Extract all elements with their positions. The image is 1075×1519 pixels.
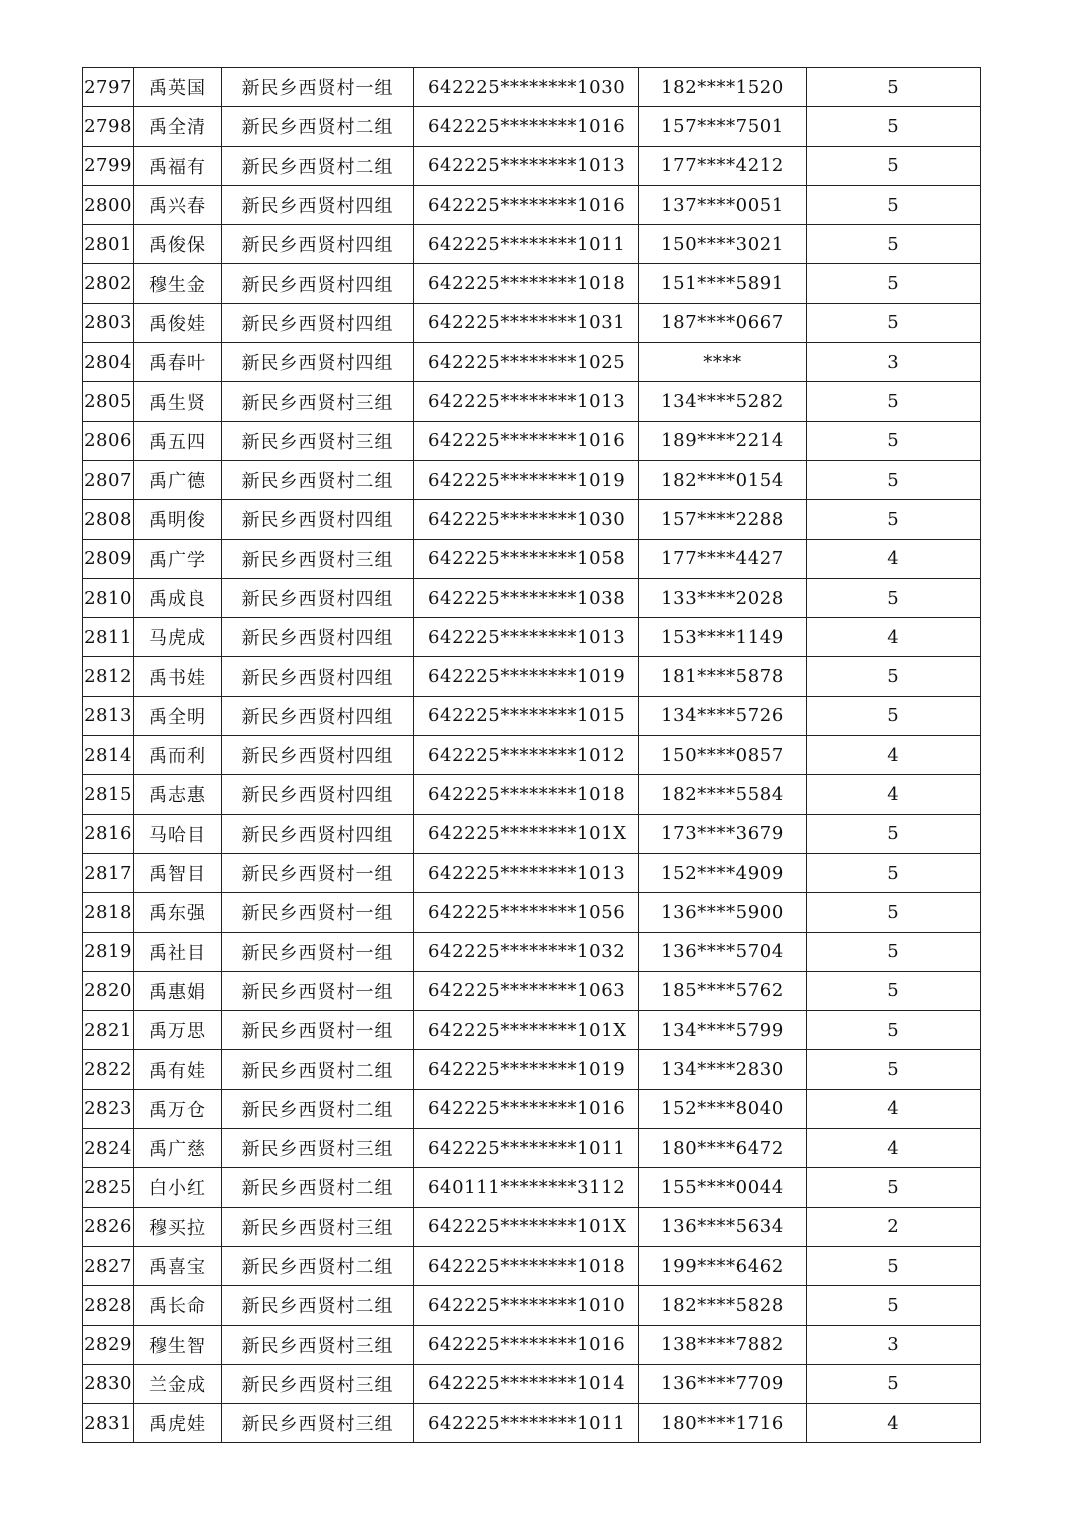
household-count-cell: 5 xyxy=(807,382,981,421)
name-cell: 禹明俊 xyxy=(134,500,222,539)
id-number-cell: 642225********1025 xyxy=(414,343,639,382)
name-cell: 禹成良 xyxy=(134,578,222,617)
phone-cell: 182****5584 xyxy=(639,775,807,814)
table-row xyxy=(83,1404,981,1443)
household-count-cell: 5 xyxy=(807,68,981,107)
table-row xyxy=(83,932,981,971)
roster-body xyxy=(83,68,981,1443)
table-row xyxy=(83,1168,981,1207)
id-number-cell: 642225********1016 xyxy=(414,1089,639,1128)
id-number-cell: 642225********1018 xyxy=(414,264,639,303)
id-number-cell: 642225********1016 xyxy=(414,107,639,146)
id-number-cell: 642225********101X xyxy=(414,1207,639,1246)
phone-cell: 185****5762 xyxy=(639,971,807,1010)
address-cell: 新民乡西贤村一组 xyxy=(222,971,414,1010)
phone-cell: 157****7501 xyxy=(639,107,807,146)
name-cell: 禹广德 xyxy=(134,460,222,499)
table-row xyxy=(83,1364,981,1403)
name-cell: 禹喜宝 xyxy=(134,1246,222,1285)
household-count-cell: 5 xyxy=(807,185,981,224)
id-number-cell: 642225********1030 xyxy=(414,500,639,539)
household-count-cell: 5 xyxy=(807,421,981,460)
serial-number-cell: 2808 xyxy=(83,500,134,539)
name-cell: 禹春叶 xyxy=(134,343,222,382)
household-count-cell: 4 xyxy=(807,1404,981,1443)
household-count-cell: 4 xyxy=(807,618,981,657)
address-cell: 新民乡西贤村四组 xyxy=(222,303,414,342)
household-count-cell: 5 xyxy=(807,1050,981,1089)
phone-cell: 150****3021 xyxy=(639,225,807,264)
id-number-cell: 642225********1032 xyxy=(414,932,639,971)
phone-cell: 182****5828 xyxy=(639,1286,807,1325)
serial-number-cell: 2821 xyxy=(83,1011,134,1050)
name-cell: 禹而利 xyxy=(134,736,222,775)
name-cell: 马哈目 xyxy=(134,814,222,853)
household-count-cell: 5 xyxy=(807,460,981,499)
serial-number-cell: 2819 xyxy=(83,932,134,971)
address-cell: 新民乡西贤村四组 xyxy=(222,775,414,814)
address-cell: 新民乡西贤村四组 xyxy=(222,814,414,853)
serial-number-cell: 2798 xyxy=(83,107,134,146)
name-cell: 禹兴春 xyxy=(134,185,222,224)
household-count-cell: 4 xyxy=(807,539,981,578)
table-row xyxy=(83,146,981,185)
address-cell: 新民乡西贤村四组 xyxy=(222,736,414,775)
address-cell: 新民乡西贤村二组 xyxy=(222,146,414,185)
name-cell: 禹五四 xyxy=(134,421,222,460)
name-cell: 禹俊保 xyxy=(134,225,222,264)
name-cell: 禹福有 xyxy=(134,146,222,185)
serial-number-cell: 2811 xyxy=(83,618,134,657)
address-cell: 新民乡西贤村三组 xyxy=(222,1129,414,1168)
table-row xyxy=(83,893,981,932)
id-number-cell: 642225********1013 xyxy=(414,382,639,421)
name-cell: 穆生智 xyxy=(134,1325,222,1364)
id-number-cell: 642225********1063 xyxy=(414,971,639,1010)
table-row xyxy=(83,736,981,775)
address-cell: 新民乡西贤村三组 xyxy=(222,382,414,421)
table-row xyxy=(83,1325,981,1364)
serial-number-cell: 2809 xyxy=(83,539,134,578)
table-row xyxy=(83,775,981,814)
household-count-cell: 5 xyxy=(807,146,981,185)
address-cell: 新民乡西贤村四组 xyxy=(222,264,414,303)
phone-cell: 187****0667 xyxy=(639,303,807,342)
table-row xyxy=(83,1011,981,1050)
household-count-cell: 5 xyxy=(807,657,981,696)
phone-cell: 155****0044 xyxy=(639,1168,807,1207)
address-cell: 新民乡西贤村三组 xyxy=(222,1207,414,1246)
household-count-cell: 5 xyxy=(807,578,981,617)
table-row xyxy=(83,853,981,892)
name-cell: 禹书娃 xyxy=(134,657,222,696)
table-row xyxy=(83,185,981,224)
phone-cell: 138****7882 xyxy=(639,1325,807,1364)
id-number-cell: 642225********1056 xyxy=(414,893,639,932)
name-cell: 白小红 xyxy=(134,1168,222,1207)
household-count-cell: 5 xyxy=(807,1364,981,1403)
id-number-cell: 642225********101X xyxy=(414,1011,639,1050)
household-count-cell: 5 xyxy=(807,853,981,892)
table-row xyxy=(83,1246,981,1285)
address-cell: 新民乡西贤村二组 xyxy=(222,1089,414,1128)
address-cell: 新民乡西贤村二组 xyxy=(222,107,414,146)
name-cell: 马虎成 xyxy=(134,618,222,657)
phone-cell: 180****6472 xyxy=(639,1129,807,1168)
address-cell: 新民乡西贤村二组 xyxy=(222,460,414,499)
id-number-cell: 642225********1019 xyxy=(414,657,639,696)
id-number-cell: 642225********1058 xyxy=(414,539,639,578)
id-number-cell: 642225********1014 xyxy=(414,1364,639,1403)
phone-cell: 136****5634 xyxy=(639,1207,807,1246)
household-count-cell: 4 xyxy=(807,1129,981,1168)
household-count-cell: 5 xyxy=(807,107,981,146)
household-count-cell: 3 xyxy=(807,343,981,382)
id-number-cell: 642225********1013 xyxy=(414,146,639,185)
serial-number-cell: 2831 xyxy=(83,1404,134,1443)
table-row xyxy=(83,1207,981,1246)
table-row xyxy=(83,578,981,617)
address-cell: 新民乡西贤村三组 xyxy=(222,1364,414,1403)
phone-cell: 181****5878 xyxy=(639,657,807,696)
table-row xyxy=(83,500,981,539)
name-cell: 禹广学 xyxy=(134,539,222,578)
id-number-cell: 642225********1019 xyxy=(414,460,639,499)
serial-number-cell: 2826 xyxy=(83,1207,134,1246)
phone-cell: 152****4909 xyxy=(639,853,807,892)
address-cell: 新民乡西贤村四组 xyxy=(222,618,414,657)
address-cell: 新民乡西贤村四组 xyxy=(222,696,414,735)
serial-number-cell: 2828 xyxy=(83,1286,134,1325)
serial-number-cell: 2803 xyxy=(83,303,134,342)
phone-cell: 136****5704 xyxy=(639,932,807,971)
household-count-cell: 5 xyxy=(807,814,981,853)
serial-number-cell: 2807 xyxy=(83,460,134,499)
serial-number-cell: 2829 xyxy=(83,1325,134,1364)
household-count-cell: 4 xyxy=(807,1089,981,1128)
phone-cell: 136****7709 xyxy=(639,1364,807,1403)
household-count-cell: 4 xyxy=(807,775,981,814)
serial-number-cell: 2825 xyxy=(83,1168,134,1207)
id-number-cell: 642225********1016 xyxy=(414,185,639,224)
phone-cell: 182****1520 xyxy=(639,68,807,107)
serial-number-cell: 2810 xyxy=(83,578,134,617)
name-cell: 禹虎娃 xyxy=(134,1404,222,1443)
household-count-cell: 5 xyxy=(807,1286,981,1325)
serial-number-cell: 2806 xyxy=(83,421,134,460)
phone-cell: 151****5891 xyxy=(639,264,807,303)
id-number-cell: 642225********1031 xyxy=(414,303,639,342)
phone-cell: 199****6462 xyxy=(639,1246,807,1285)
serial-number-cell: 2801 xyxy=(83,225,134,264)
table-row xyxy=(83,1089,981,1128)
serial-number-cell: 2805 xyxy=(83,382,134,421)
address-cell: 新民乡西贤村二组 xyxy=(222,1168,414,1207)
address-cell: 新民乡西贤村四组 xyxy=(222,343,414,382)
address-cell: 新民乡西贤村四组 xyxy=(222,225,414,264)
household-count-cell: 5 xyxy=(807,696,981,735)
serial-number-cell: 2824 xyxy=(83,1129,134,1168)
serial-number-cell: 2813 xyxy=(83,696,134,735)
serial-number-cell: 2830 xyxy=(83,1364,134,1403)
table-row xyxy=(83,382,981,421)
id-number-cell: 642225********101X xyxy=(414,814,639,853)
household-count-cell: 5 xyxy=(807,303,981,342)
phone-cell: 182****0154 xyxy=(639,460,807,499)
household-count-cell: 5 xyxy=(807,500,981,539)
serial-number-cell: 2818 xyxy=(83,893,134,932)
phone-cell: **** xyxy=(639,343,807,382)
household-count-cell: 5 xyxy=(807,225,981,264)
serial-number-cell: 2817 xyxy=(83,853,134,892)
household-roster-table xyxy=(82,67,981,1443)
table-row xyxy=(83,343,981,382)
id-number-cell: 642225********1011 xyxy=(414,1129,639,1168)
address-cell: 新民乡西贤村四组 xyxy=(222,657,414,696)
address-cell: 新民乡西贤村一组 xyxy=(222,68,414,107)
table-row xyxy=(83,303,981,342)
address-cell: 新民乡西贤村三组 xyxy=(222,539,414,578)
name-cell: 穆买拉 xyxy=(134,1207,222,1246)
id-number-cell: 640111********3112 xyxy=(414,1168,639,1207)
phone-cell: 137****0051 xyxy=(639,185,807,224)
id-number-cell: 642225********1016 xyxy=(414,421,639,460)
serial-number-cell: 2820 xyxy=(83,971,134,1010)
address-cell: 新民乡西贤村一组 xyxy=(222,853,414,892)
serial-number-cell: 2802 xyxy=(83,264,134,303)
id-number-cell: 642225********1013 xyxy=(414,618,639,657)
name-cell: 禹惠娟 xyxy=(134,971,222,1010)
table-row xyxy=(83,696,981,735)
household-count-cell: 5 xyxy=(807,264,981,303)
address-cell: 新民乡西贤村三组 xyxy=(222,1404,414,1443)
household-count-cell: 5 xyxy=(807,932,981,971)
table-row xyxy=(83,657,981,696)
address-cell: 新民乡西贤村四组 xyxy=(222,185,414,224)
household-count-cell: 2 xyxy=(807,1207,981,1246)
name-cell: 穆生金 xyxy=(134,264,222,303)
table-row xyxy=(83,421,981,460)
name-cell: 禹志惠 xyxy=(134,775,222,814)
serial-number-cell: 2797 xyxy=(83,68,134,107)
phone-cell: 180****1716 xyxy=(639,1404,807,1443)
serial-number-cell: 2814 xyxy=(83,736,134,775)
phone-cell: 136****5900 xyxy=(639,893,807,932)
name-cell: 禹生贤 xyxy=(134,382,222,421)
id-number-cell: 642225********1010 xyxy=(414,1286,639,1325)
serial-number-cell: 2800 xyxy=(83,185,134,224)
phone-cell: 134****5282 xyxy=(639,382,807,421)
id-number-cell: 642225********1011 xyxy=(414,225,639,264)
name-cell: 禹东强 xyxy=(134,893,222,932)
serial-number-cell: 2812 xyxy=(83,657,134,696)
id-number-cell: 642225********1018 xyxy=(414,1246,639,1285)
id-number-cell: 642225********1038 xyxy=(414,578,639,617)
id-number-cell: 642225********1013 xyxy=(414,853,639,892)
id-number-cell: 642225********1018 xyxy=(414,775,639,814)
table-row xyxy=(83,618,981,657)
phone-cell: 157****2288 xyxy=(639,500,807,539)
table-row xyxy=(83,971,981,1010)
household-count-cell: 4 xyxy=(807,736,981,775)
name-cell: 兰金成 xyxy=(134,1364,222,1403)
address-cell: 新民乡西贤村三组 xyxy=(222,421,414,460)
serial-number-cell: 2816 xyxy=(83,814,134,853)
phone-cell: 152****8040 xyxy=(639,1089,807,1128)
address-cell: 新民乡西贤村四组 xyxy=(222,578,414,617)
phone-cell: 189****2214 xyxy=(639,421,807,460)
table-row xyxy=(83,1129,981,1168)
phone-cell: 177****4427 xyxy=(639,539,807,578)
phone-cell: 134****5799 xyxy=(639,1011,807,1050)
id-number-cell: 642225********1016 xyxy=(414,1325,639,1364)
name-cell: 禹广慈 xyxy=(134,1129,222,1168)
name-cell: 禹社目 xyxy=(134,932,222,971)
serial-number-cell: 2799 xyxy=(83,146,134,185)
name-cell: 禹智目 xyxy=(134,853,222,892)
table-row xyxy=(83,814,981,853)
address-cell: 新民乡西贤村一组 xyxy=(222,932,414,971)
phone-cell: 177****4212 xyxy=(639,146,807,185)
phone-cell: 153****1149 xyxy=(639,618,807,657)
name-cell: 禹万仓 xyxy=(134,1089,222,1128)
id-number-cell: 642225********1019 xyxy=(414,1050,639,1089)
phone-cell: 134****5726 xyxy=(639,696,807,735)
table-row xyxy=(83,460,981,499)
name-cell: 禹有娃 xyxy=(134,1050,222,1089)
table-row xyxy=(83,1286,981,1325)
name-cell: 禹俊娃 xyxy=(134,303,222,342)
address-cell: 新民乡西贤村四组 xyxy=(222,500,414,539)
phone-cell: 173****3679 xyxy=(639,814,807,853)
address-cell: 新民乡西贤村二组 xyxy=(222,1286,414,1325)
serial-number-cell: 2822 xyxy=(83,1050,134,1089)
id-number-cell: 642225********1011 xyxy=(414,1404,639,1443)
household-count-cell: 5 xyxy=(807,971,981,1010)
address-cell: 新民乡西贤村二组 xyxy=(222,1050,414,1089)
table-row xyxy=(83,539,981,578)
serial-number-cell: 2815 xyxy=(83,775,134,814)
household-count-cell: 5 xyxy=(807,1168,981,1207)
household-count-cell: 3 xyxy=(807,1325,981,1364)
name-cell: 禹长命 xyxy=(134,1286,222,1325)
address-cell: 新民乡西贤村三组 xyxy=(222,1325,414,1364)
household-count-cell: 5 xyxy=(807,893,981,932)
phone-cell: 133****2028 xyxy=(639,578,807,617)
table-row xyxy=(83,264,981,303)
address-cell: 新民乡西贤村一组 xyxy=(222,1011,414,1050)
name-cell: 禹万思 xyxy=(134,1011,222,1050)
serial-number-cell: 2823 xyxy=(83,1089,134,1128)
name-cell: 禹英国 xyxy=(134,68,222,107)
household-count-cell: 5 xyxy=(807,1011,981,1050)
address-cell: 新民乡西贤村二组 xyxy=(222,1246,414,1285)
serial-number-cell: 2827 xyxy=(83,1246,134,1285)
id-number-cell: 642225********1030 xyxy=(414,68,639,107)
phone-cell: 134****2830 xyxy=(639,1050,807,1089)
table-row xyxy=(83,225,981,264)
table-row xyxy=(83,107,981,146)
name-cell: 禹全明 xyxy=(134,696,222,735)
id-number-cell: 642225********1012 xyxy=(414,736,639,775)
table-row xyxy=(83,68,981,107)
address-cell: 新民乡西贤村一组 xyxy=(222,893,414,932)
phone-cell: 150****0857 xyxy=(639,736,807,775)
id-number-cell: 642225********1015 xyxy=(414,696,639,735)
name-cell: 禹全清 xyxy=(134,107,222,146)
serial-number-cell: 2804 xyxy=(83,343,134,382)
household-count-cell: 5 xyxy=(807,1246,981,1285)
table-row xyxy=(83,1050,981,1089)
